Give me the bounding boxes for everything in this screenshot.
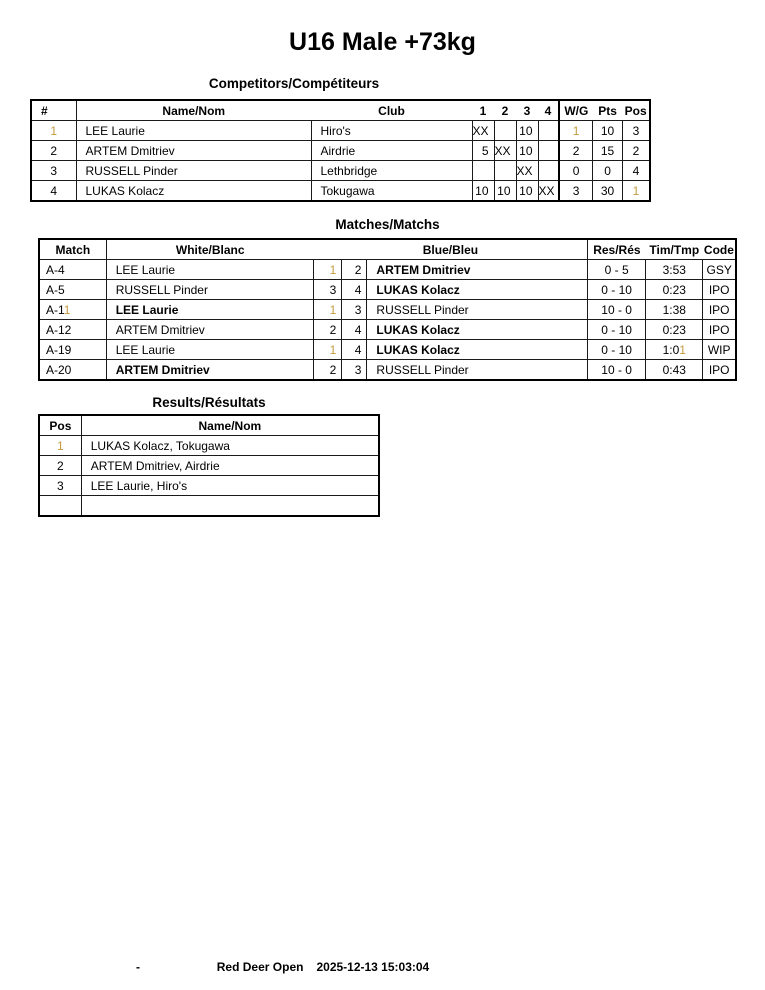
score-cell: XX [538, 181, 559, 202]
wins-cell: 3 [559, 181, 593, 202]
result-cell: 10 - 0 [588, 360, 646, 381]
match-id-cell: A-5 [39, 280, 106, 300]
competitor-club-cell: Lethbridge [311, 161, 472, 181]
col-header-wins: W/G [564, 103, 589, 118]
score-cell: XX [516, 161, 538, 181]
result-row [39, 496, 379, 517]
footer-event-name: Red Deer Open [216, 960, 304, 974]
standings-header-row [559, 100, 650, 121]
match-id-cell: A-12 [39, 320, 106, 340]
matches-heading: Matches/Matchs [335, 217, 440, 232]
white-number-cell: 3 [314, 280, 342, 300]
col-header-white: White/Blanc [106, 239, 314, 260]
blue-name-cell: LUKAS Kolacz [367, 320, 588, 340]
result-name-cell: LUKAS Kolacz, Tokugawa [81, 436, 379, 456]
white-number-cell: 2 [314, 320, 342, 340]
result-row [39, 476, 379, 496]
competitor-club-cell: Tokugawa [311, 181, 472, 202]
result-position-cell: 3 [39, 476, 81, 496]
code-cell: IPO [703, 320, 736, 340]
result-position-cell: 1 [39, 436, 81, 456]
code-cell: IPO [703, 300, 736, 320]
col-header-code: Code [703, 242, 734, 257]
time-cell: 3:53 [646, 260, 703, 280]
page-footer [0, 960, 765, 976]
results-table [38, 414, 380, 517]
competitor-name-cell: ARTEM Dmitriev [76, 141, 311, 161]
match-id-cell: A-19 [39, 340, 106, 360]
match-id-cell: A-4 [39, 260, 106, 280]
result-row [39, 436, 379, 456]
col-header-position: Pos [624, 103, 647, 118]
score-cell: 5 [472, 141, 494, 161]
blue-name-cell: LUKAS Kolacz [367, 340, 588, 360]
competitor-club-cell: Airdrie [311, 141, 472, 161]
result-name-cell: ARTEM Dmitriev, Airdrie [81, 456, 379, 476]
points-cell: 10 [593, 121, 623, 141]
score-cell [494, 161, 516, 181]
col-header-1: 1 [479, 103, 487, 118]
standings-row [559, 121, 650, 141]
blue-number-cell: 4 [342, 340, 367, 360]
results-header-row [39, 415, 379, 436]
col-header-club: Club [378, 103, 405, 118]
col-header-time: Tim/Tmp [649, 242, 700, 257]
time-cell: 1:38 [646, 300, 703, 320]
white-name-cell: LEE Laurie [106, 260, 314, 280]
score-cell: 10 [516, 181, 538, 202]
result-cell: 0 - 10 [588, 320, 646, 340]
blue-name-cell: RUSSELL Pinder [367, 300, 588, 320]
score-cell [538, 121, 559, 141]
score-cell: XX [472, 121, 494, 141]
white-number-cell: 2 [314, 360, 342, 381]
white-number-cell: 1 [314, 260, 342, 280]
result-cell: 0 - 5 [588, 260, 646, 280]
competitor-number-cell: 2 [31, 141, 76, 161]
matches-table [38, 238, 737, 381]
matches-header-row [39, 239, 736, 260]
competitors-header-row [31, 100, 559, 121]
col-header-3: 3 [523, 103, 531, 118]
result-row [39, 456, 379, 476]
white-name-cell: ARTEM Dmitriev [106, 320, 314, 340]
score-cell: 10 [516, 121, 538, 141]
match-row [39, 320, 736, 340]
match-row [39, 340, 736, 360]
col-header-number: # [41, 103, 48, 118]
result-position-cell [39, 496, 81, 517]
time-cell: 1:01 [646, 340, 703, 360]
blue-name-cell: RUSSELL Pinder [367, 360, 588, 381]
score-cell [538, 141, 559, 161]
score-cell [472, 161, 494, 181]
result-cell: 0 - 10 [588, 340, 646, 360]
col-header-name: Name/Nom [76, 100, 311, 121]
col-header-result: Res/Rés [588, 239, 646, 260]
competitor-row [31, 141, 559, 161]
points-cell: 15 [593, 141, 623, 161]
competitor-row [31, 121, 559, 141]
blue-number-cell: 4 [342, 320, 367, 340]
position-cell: 2 [622, 141, 650, 161]
blue-number-cell: 2 [342, 260, 367, 280]
code-cell: IPO [703, 360, 736, 381]
match-id-cell: A-11 [39, 300, 106, 320]
competitors-table [30, 99, 560, 202]
blue-number-cell: 4 [342, 280, 367, 300]
white-name-cell: LEE Laurie [106, 340, 314, 360]
time-cell: 0:23 [646, 320, 703, 340]
match-row [39, 260, 736, 280]
time-cell: 0:23 [646, 280, 703, 300]
white-name-cell: LEE Laurie [106, 300, 314, 320]
code-cell: WIP [703, 340, 736, 360]
match-row [39, 360, 736, 381]
competitor-number-cell: 1 [31, 121, 76, 141]
match-id-cell: A-20 [39, 360, 106, 381]
match-row [39, 300, 736, 320]
score-cell: 10 [494, 181, 516, 202]
col-header-match: Match [55, 242, 91, 257]
score-cell [538, 161, 559, 181]
standings-row [559, 181, 650, 202]
standings-row [559, 161, 650, 181]
col-header-blue: Blue/Bleu [422, 242, 479, 257]
position-cell: 4 [622, 161, 650, 181]
competitor-name-cell: LUKAS Kolacz [76, 181, 311, 202]
footer-text [0, 960, 646, 974]
score-cell [494, 121, 516, 141]
col-header-result-position: Pos [49, 418, 72, 433]
page-title: U16 Male +73kg [289, 28, 476, 56]
blue-number-cell: 3 [342, 360, 367, 381]
match-row [39, 280, 736, 300]
code-cell: GSY [703, 260, 736, 280]
blue-number-cell: 3 [342, 300, 367, 320]
competitor-club-cell: Hiro's [311, 121, 472, 141]
competitor-row [31, 161, 559, 181]
position-cell: 3 [622, 121, 650, 141]
col-header-points: Pts [598, 103, 617, 118]
standings-row [559, 141, 650, 161]
col-header-2: 2 [501, 103, 509, 118]
white-name-cell: RUSSELL Pinder [106, 280, 314, 300]
wins-cell: 2 [559, 141, 593, 161]
white-name-cell: ARTEM Dmitriev [106, 360, 314, 381]
col-header-4: 4 [544, 103, 552, 118]
code-cell: IPO [703, 280, 736, 300]
time-cell: 0:43 [646, 360, 703, 381]
score-cell: 10 [516, 141, 538, 161]
wins-cell: 0 [559, 161, 593, 181]
competitor-number-cell: 3 [31, 161, 76, 181]
footer-timestamp: 2025-12-13 15:03:04 [316, 960, 430, 974]
result-cell: 0 - 10 [588, 280, 646, 300]
score-cell: 10 [472, 181, 494, 202]
result-cell: 10 - 0 [588, 300, 646, 320]
col-header-result-name: Name/Nom [81, 415, 379, 436]
competitor-row [31, 181, 559, 202]
white-number-cell: 1 [314, 340, 342, 360]
points-cell: 0 [593, 161, 623, 181]
competitor-name-cell: RUSSELL Pinder [76, 161, 311, 181]
blue-name-cell: ARTEM Dmitriev [367, 260, 588, 280]
position-cell: 1 [622, 181, 650, 202]
white-number-cell: 1 [314, 300, 342, 320]
competitor-name-cell: LEE Laurie [76, 121, 311, 141]
result-position-cell: 2 [39, 456, 81, 476]
blue-name-cell: LUKAS Kolacz [367, 280, 588, 300]
points-cell: 30 [593, 181, 623, 202]
footer-page-dash: - [136, 960, 140, 974]
competitors-standings-table [558, 99, 651, 202]
score-cell: XX [494, 141, 516, 161]
result-name-cell [81, 496, 379, 517]
results-heading: Results/Résultats [152, 395, 266, 410]
wins-cell: 1 [559, 121, 593, 141]
result-name-cell: LEE Laurie, Hiro's [81, 476, 379, 496]
competitors-heading: Competitors/Compétiteurs [208, 76, 380, 91]
competitor-number-cell: 4 [31, 181, 76, 202]
